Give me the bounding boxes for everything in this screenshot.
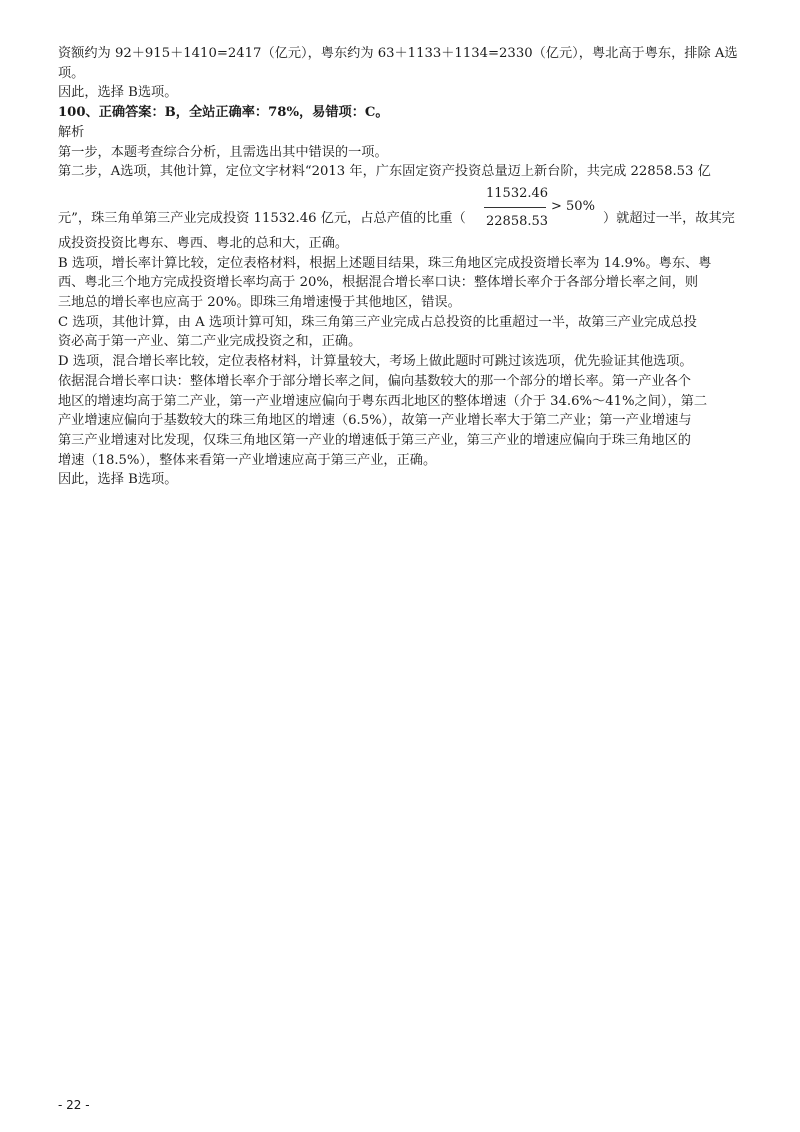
text-line: 产业增速应偏向于基数较大的珠三角地区的增速（6.5%），故第一产业增长率大于第二产业；第一产业增速与: [58, 413, 692, 429]
text-line: 第一步，本题考查综合分析，且需选出其中错误的一项。: [58, 144, 388, 160]
text-line: 三地总的增长率也应高于 20%。即珠三角增速慢于其他地区，错误。: [58, 295, 461, 311]
text-line: 地区的增速均高于第二产业，第一产业增速应偏向于粤东西北地区的整体增速（介于 34.6%～41%之间），第二: [58, 393, 708, 409]
document-body: [58, 44, 748, 490]
text-line: 元”，珠三角单第三产业完成投资 11532.46 亿元，占总产值的比重（: [58, 210, 466, 226]
text-line: ）就超过一半，故其完: [603, 210, 735, 226]
fraction-denominator: 22858.53: [486, 213, 549, 229]
fraction-relation: > 50%: [551, 198, 595, 214]
text-line: 增速（18.5%），整体来看第一产业增速应高于第三产业，正确。: [58, 452, 437, 468]
text-line: 依据混合增长率口诀：整体增长率介于部分增长率之间，偏向基数较大的那一个部分的增长率。第一产业各个: [58, 373, 691, 389]
fraction-line: [58, 182, 748, 234]
analysis-label: 解析: [58, 124, 85, 140]
text-line: 西、粤北三个地方完成投资增长率均高于 20%，根据混合增长率口诀：整体增长率介于各部分增长率之间，则: [58, 275, 699, 291]
text-line: 因此，选择 B选项。: [58, 85, 178, 101]
text-line: 第二步，A选项，其他计算，定位文字材料“2013 年，广东固定资产投资总量迈上新台阶，共完成 22858.53 亿: [58, 164, 711, 180]
text-line: C 选项，其他计算，由 A 选项计算可知，珠三角第三产业完成占总投资的比重超过一半，故第三产业完成总投: [58, 314, 697, 330]
text-line: B 选项，增长率计算比较，定位表格材料，根据上述题目结果，珠三角地区完成投资增长率为 14.9%。粤东、粤: [58, 255, 712, 271]
text-line: 资额约为 92＋915＋1410=2417（亿元），粤东约为 63＋1133＋1134=2330（亿元），粤北高于粤东，排除 A选: [58, 46, 738, 61]
text-line: D 选项，混合增长率比较，定位表格材料，计算量较大，考场上做此题时可跳过该选项，优先验证其他选项。: [58, 354, 693, 370]
text-line: 第三产业增速对比发现，仅珠三角地区第一产业的增速低于第三产业，第三产业的增速应偏向于珠三角地区的: [58, 432, 691, 448]
fraction-bar: [484, 207, 546, 208]
text-line: 成投资投资比粤东、粤西、粤北的总和大，正确。: [58, 235, 349, 251]
fraction-numerator: 11532.46: [486, 185, 549, 201]
text-line: 资必高于第一产业、第二产业完成投资之和，正确。: [58, 334, 362, 350]
text-line: 项。: [58, 65, 85, 81]
answer-heading: 100、正确答案：B，全站正确率：78%，易错项：C。: [58, 105, 389, 121]
text-line: 因此，选择 B选项。: [58, 472, 178, 488]
page-number: - 22 -: [58, 1098, 90, 1112]
fraction-formula: [478, 182, 603, 234]
